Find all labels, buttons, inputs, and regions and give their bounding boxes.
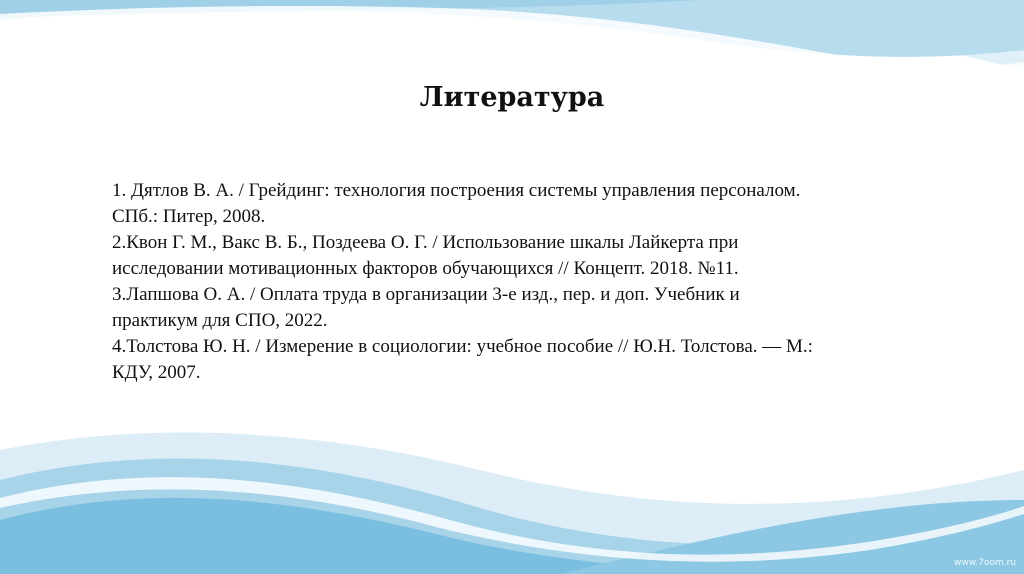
reference-line: 4.Толстова Ю. Н. / Измерение в социологии: учебное пособие // Ю.Н. Толстова. — М.: xyxy=(112,336,813,357)
reference-line: СПб.: Питер, 2008. xyxy=(112,206,266,227)
reference-line: КДУ, 2007. xyxy=(112,362,201,383)
watermark: www.7oom.ru xyxy=(954,558,1016,568)
slide-title: Литература xyxy=(419,82,605,113)
reference-line: практикум для СПО, 2022. xyxy=(112,310,328,331)
reference-line: исследовании мотивационных факторов обучающихся // Концепт. 2018. №11. xyxy=(112,258,739,279)
reference-line: 2.Квон Г. М., Вакс В. Б., Поздеева О. Г. / Использование шкалы Лайкерта при xyxy=(112,232,739,253)
reference-line: 3.Лапшова О. А. / Оплата труда в организации 3-е изд., пер. и доп. Учебник и xyxy=(112,284,740,305)
reference-item xyxy=(112,178,912,230)
references-list xyxy=(112,178,912,386)
reference-line: 1. Дятлов В. А. / Грейдинг: технология построения системы управления персоналом. xyxy=(112,180,801,201)
reference-item xyxy=(112,334,912,386)
reference-item xyxy=(112,282,912,334)
reference-item xyxy=(112,230,912,282)
